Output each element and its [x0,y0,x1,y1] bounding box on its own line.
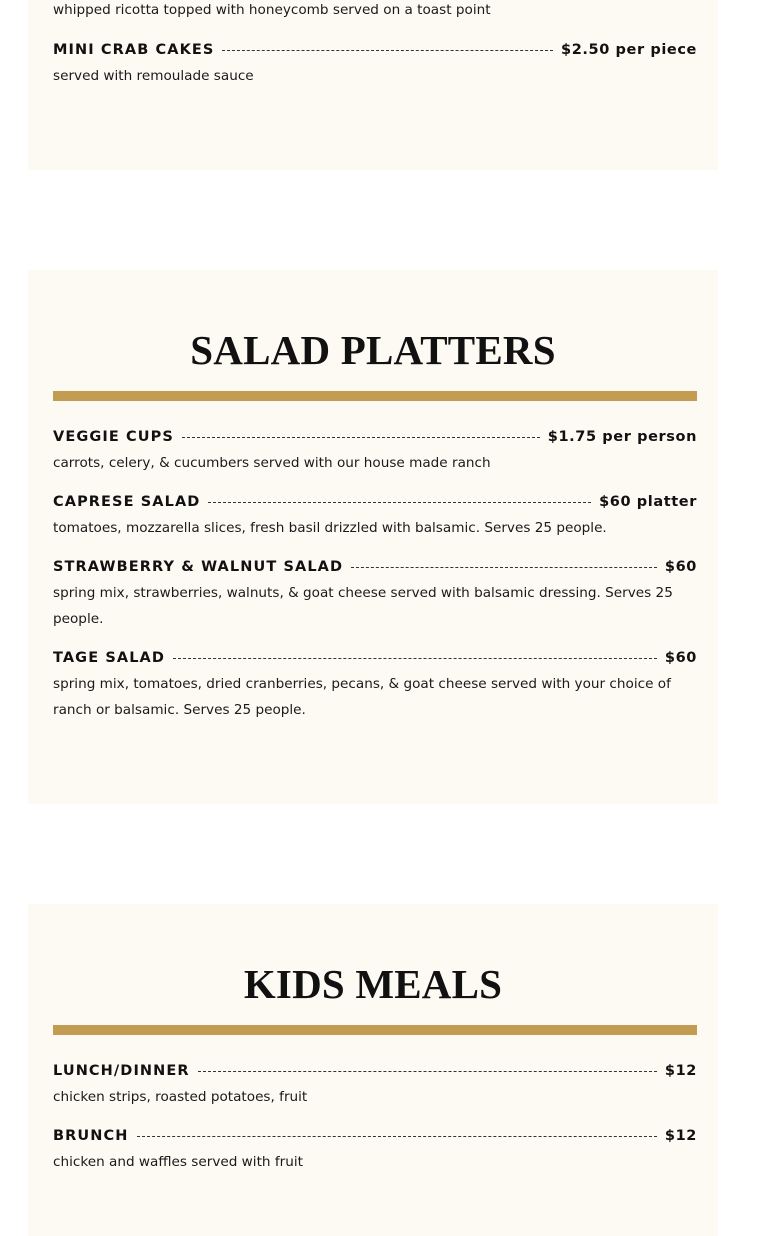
item-header [53,1128,697,1148]
item-name: TAGE SALAD [53,650,166,666]
menu-item [53,1063,697,1110]
menu-item [53,429,697,476]
dotted-leader [222,50,553,51]
item-header [53,1063,697,1083]
section-title: SALAD PLATTERS [190,327,556,373]
dotted-leader [351,567,657,568]
menu-item [53,0,697,23]
item-name: MINI CRAB CAKES [53,42,215,58]
item-header [53,42,697,62]
item-description: spring mix, strawberries, walnuts, & goat cheese served with balsamic dressing. Serves 25 people. [53,585,673,627]
item-price: $60 [664,559,697,575]
item-header [53,650,697,670]
item-description: tomatoes, mozzarella slices, fresh basil drizzled with balsamic. Serves 25 people. [53,520,607,536]
item-header [53,559,697,579]
item-price: $12 [664,1063,697,1079]
dotted-leader [208,502,591,503]
item-description: chicken and waffles served with fruit [53,1154,303,1170]
item-description: chicken strips, roasted potatoes, fruit [53,1089,308,1105]
item-price: $60 [664,650,697,666]
dotted-leader [173,658,657,659]
item-name: VEGGIE CUPS [53,429,174,445]
item-price: $12 [664,1128,697,1144]
item-name: BRUNCH [53,1128,129,1144]
salad-platters-section [28,270,718,804]
menu-item [53,42,697,89]
item-price: $2.50 per piece [561,42,697,58]
appetizers-section [28,0,718,170]
dotted-leader [198,1071,657,1072]
item-description: spring mix, tomatoes, dried cranberries, pecans, & goat cheese served with your choice of ranch or balsamic. Serves 25 people. [53,676,671,718]
item-description: whipped ricotta topped with honeycomb served on a toast point [53,2,491,18]
menu-item [53,494,697,541]
section-divider [53,1025,697,1035]
item-header [53,429,697,449]
item-description: served with remoulade sauce [53,68,254,84]
item-header [53,494,697,514]
dotted-leader [137,1136,657,1137]
dotted-leader [182,437,540,438]
section-title: KIDS MEALS [243,961,503,1007]
item-price: $60 platter [599,494,697,510]
menu-item [53,650,697,723]
item-name: CAPRESE SALAD [53,494,201,510]
item-name: LUNCH/DINNER [53,1063,190,1079]
item-description: carrots, celery, & cucumbers served with our house made ranch [53,455,491,471]
menu-item [53,1128,697,1175]
section-divider [53,391,697,401]
kids-meals-section [28,904,718,1236]
item-name: STRAWBERRY & WALNUT SALAD [53,559,344,575]
menu-item [53,559,697,632]
item-price: $1.75 per person [547,429,697,445]
